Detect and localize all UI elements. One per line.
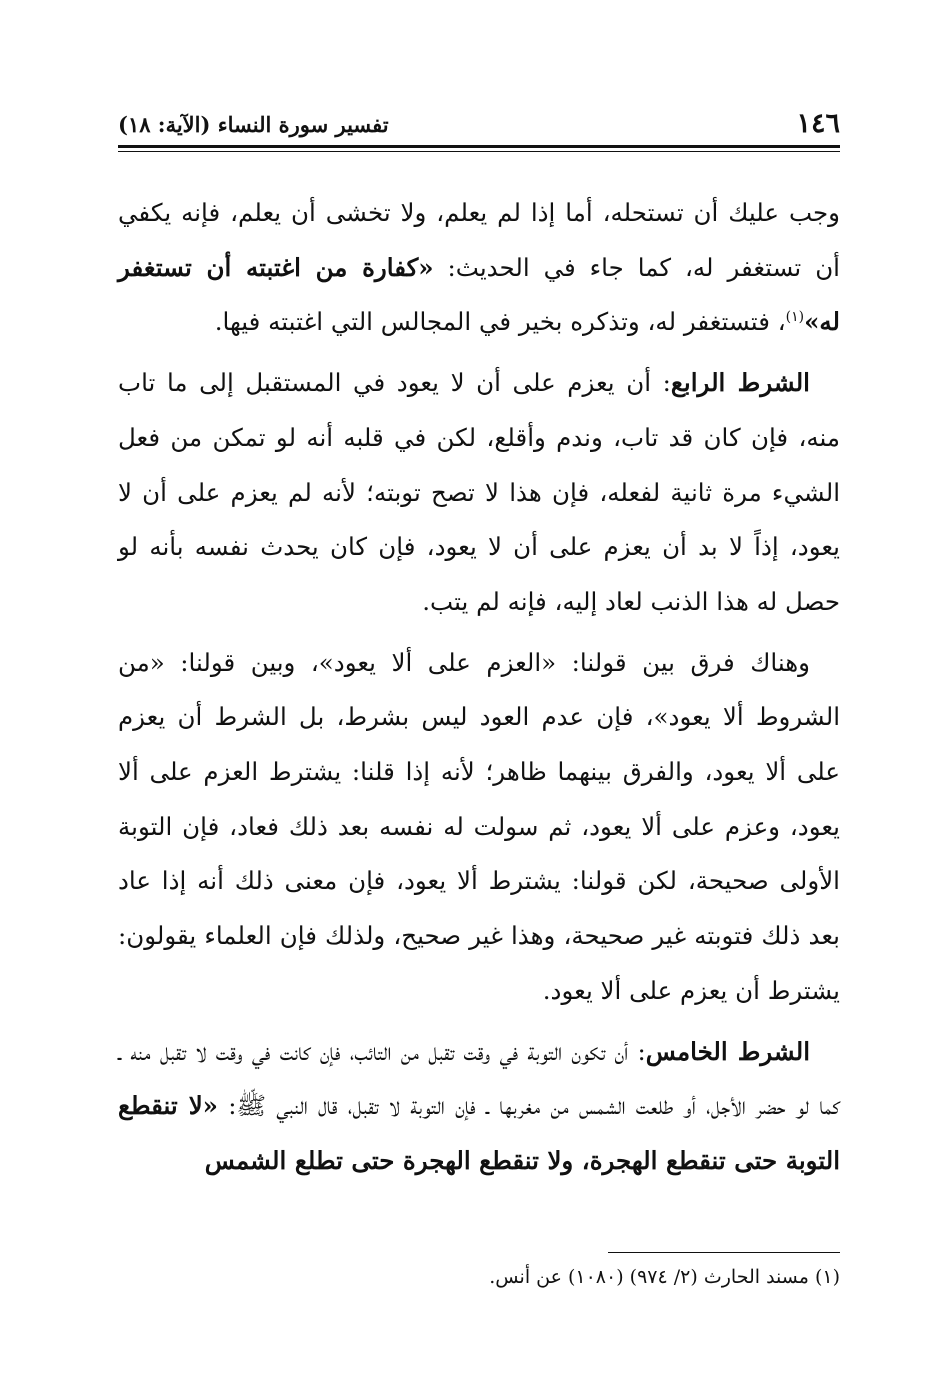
text-segment: ، فتستغفر له، وتذكره بخير في المجالس التي اغتبته فيها. xyxy=(214,307,786,337)
book-page xyxy=(118,0,840,1381)
running-title: تفسير سورة النساء (الآية: ١٨) xyxy=(118,112,389,137)
footnote-rule xyxy=(608,1252,840,1253)
text-segment: وجب عليك أن تستحله، أما إذا لم يعلم، ولا تخشى أن يعلم، فإنه يكفي أن تستغفر له، كما جاء في الحديث: xyxy=(118,198,840,282)
text-segment: : أن يعزم على أن لا يعود في المستقبل إلى ما تاب منه، فإن كان قد تاب، وندم وأقلع، لكن في قلبه أنه لو تمكن من فعل الشيء مرة ثانية لفعله، فإن هذا لا تصح توبته؛ لأنه لم يعزم على أن لا يعود، إذاً لا بد أن يعزم على أن لا يعود، فإن كان يحدث نفسه بأنه لو حصل له هذا الذنب لعاد إليه، فإنه لم يتب. xyxy=(118,368,840,616)
hadith-quote: «كفارة من اغتبته أن تستغفر له» xyxy=(118,252,840,337)
paragraph-2 xyxy=(118,356,840,630)
paragraph-3 xyxy=(118,636,840,1019)
condition-heading: الشرط الرابع xyxy=(670,368,810,398)
paragraph-4 xyxy=(118,1025,840,1189)
page-number: ١٤٦ xyxy=(796,108,840,139)
condition-heading: الشرط الخامس xyxy=(645,1036,810,1066)
footnote: (١) مسند الحارث (٢/ ٩٧٤) (١٠٨٠) عن أنس. xyxy=(489,1266,840,1288)
paragraph-1 xyxy=(118,186,840,350)
text-segment: : أن تكون التوبة في وقت تقبل من التائب، فإن كانت في وقت لا تقبل منه ـ كما لو حضر الأجل، أو طلعت الشمس من مغربها ـ فإن التوبة لا تقبل، قال النبي ﷺ: xyxy=(118,1036,840,1121)
text-segment: وهناك فرق بين قولنا: «العزم على ألا يعود»، وبين قولنا: «من الشروط ألا يعود»، فإن عدم العود ليس بشرط، بل الشرط أن يعزم على ألا يعود، والفرق بينهما ظاهر؛ لأنه إذا قلنا: يشترط العزم على ألا يعود، وعزم على ألا يعود، ثم سولت له نفسه بعد ذلك فعاد، فإن التوبة الأولى صحيحة، لكن قولنا: يشترط ألا يعود، فإن معنى ذلك أنه إذا عاد بعد ذلك فتوبته غير صحيحة، وهذا غير صحيح، ولذلك فإن العلماء يقولون: يشترط أن يعزم على ألا يعود. xyxy=(118,647,840,1005)
page-body xyxy=(118,186,840,1195)
page-header xyxy=(118,108,840,139)
footnote-ref: (١) xyxy=(785,309,805,326)
hadith-quote: «لا تنقطع التوبة حتى تنقطع الهجرة، ولا تنقطع الهجرة حتى تطلع الشمس xyxy=(118,1091,840,1175)
header-rule-thin xyxy=(118,151,840,152)
header-rule-thick xyxy=(118,145,840,148)
